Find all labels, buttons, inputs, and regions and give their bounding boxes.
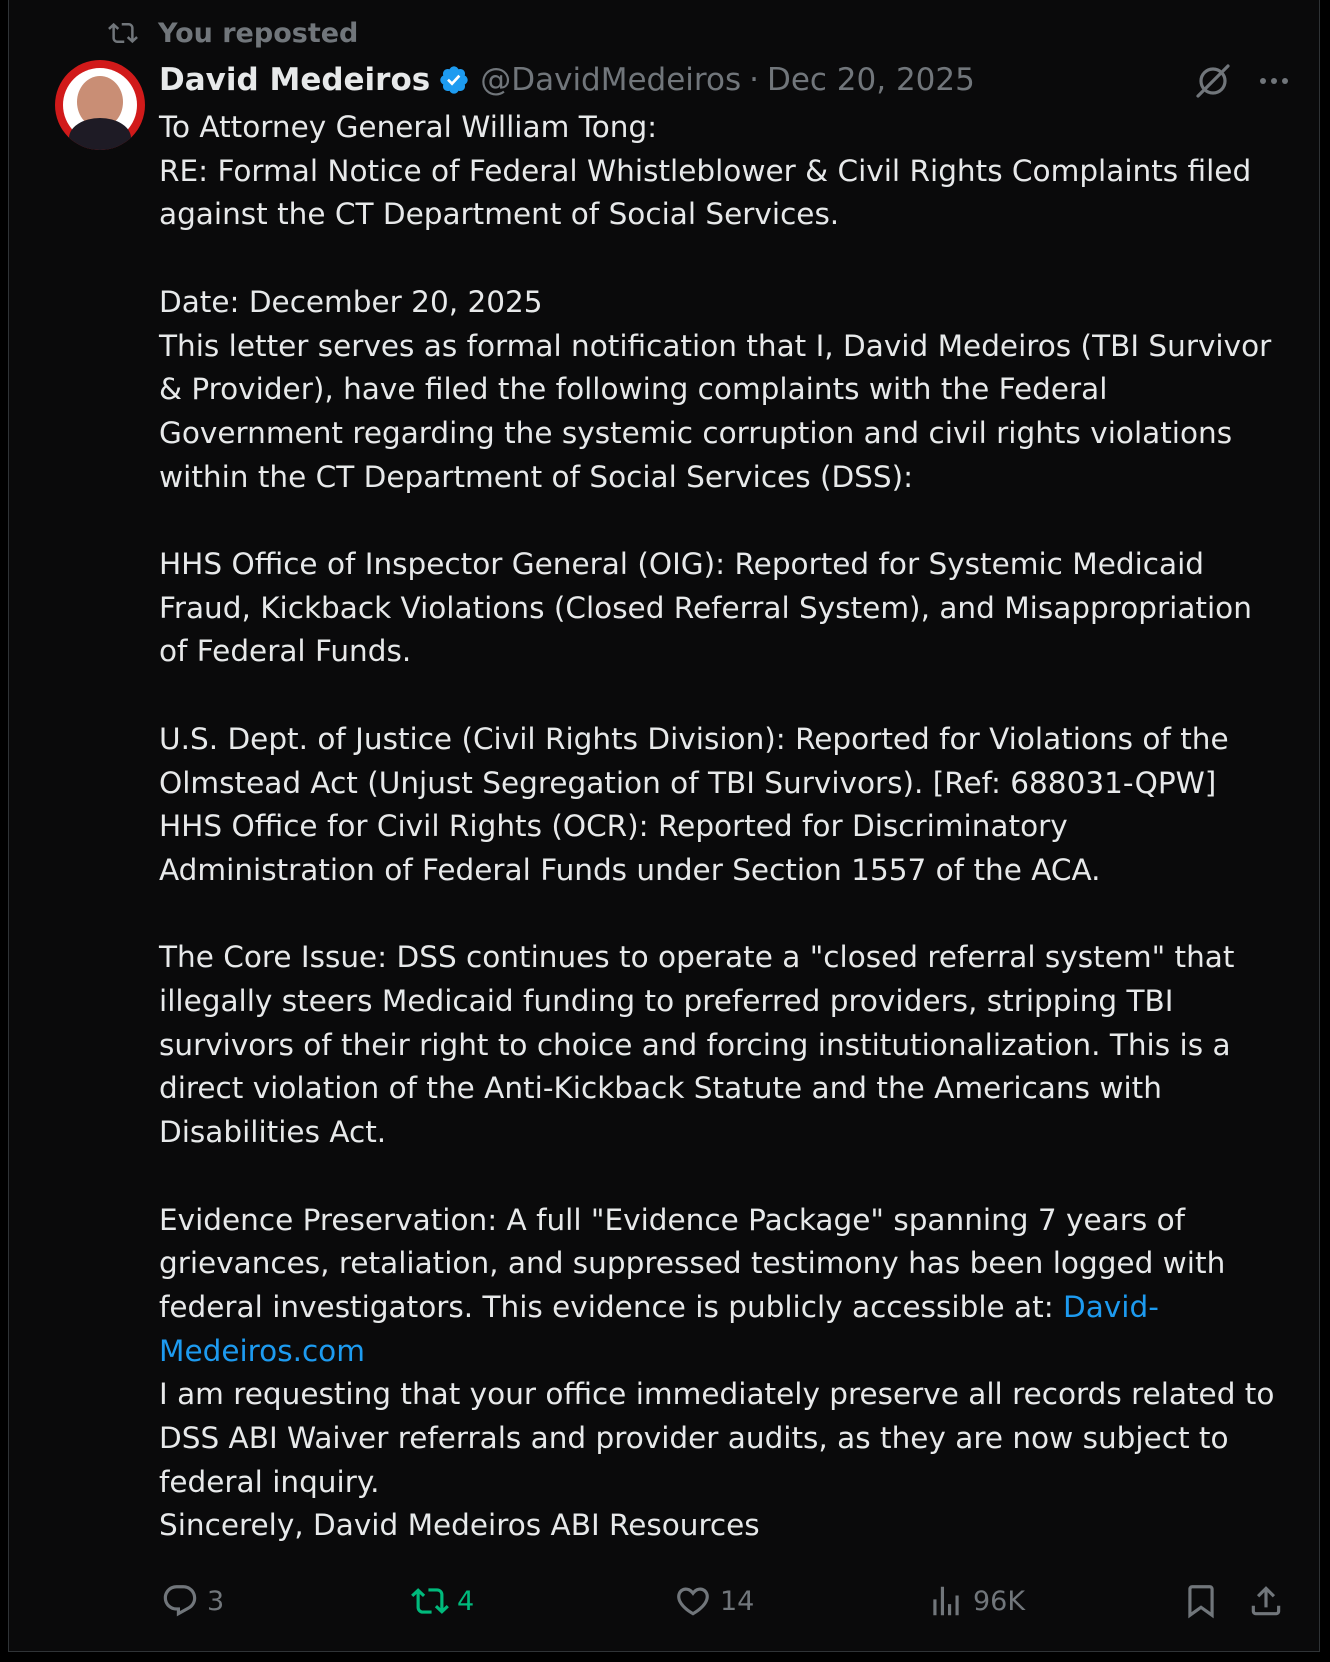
- paragraph-signature: Sincerely, David Medeiros ABI Resources: [159, 1508, 760, 1543]
- repost-icon: [106, 18, 140, 48]
- tweet-header: [159, 58, 975, 102]
- views-icon: [927, 1582, 965, 1620]
- reply-icon: [161, 1582, 199, 1620]
- heart-icon: [674, 1582, 712, 1620]
- paragraph-notification: This letter serves as formal notification that I, David Medeiros (TBI Survivor & Provider), have filed the following complaints with the Federal Government regarding the systemic corruption and civil rights violations within the CT Department of Social Services (DSS):: [159, 328, 1272, 494]
- evidence-link[interactable]: David-Medeiros.com: [159, 1289, 1159, 1368]
- grok-icon[interactable]: [1192, 60, 1234, 102]
- post-date[interactable]: Dec 20, 2025: [766, 62, 975, 98]
- paragraph-hhs-oig: HHS Office of Inspector General (OIG): Reported for Systemic Medicaid Fraud, Kickback Violations (Closed Referral System), and Misappropriation of Federal Funds.: [159, 547, 1252, 669]
- paragraph-evidence: [159, 1199, 1289, 1374]
- paragraph-salutation: To Attorney General William Tong:: [159, 110, 658, 144]
- like-count: 14: [720, 1585, 755, 1617]
- more-icon[interactable]: [1253, 60, 1295, 102]
- bookmark-button[interactable]: [1182, 1578, 1228, 1624]
- view-count: 96K: [973, 1585, 1026, 1617]
- repost-button[interactable]: [411, 1578, 474, 1624]
- verified-badge-icon[interactable]: [438, 64, 470, 96]
- evidence-text: Evidence Preservation: A full "Evidence Package" spanning 7 years of grievances, retaliation, and suppressed testimony has been logged with federal investigators. This evidence is publicly accessible at:: [159, 1202, 1226, 1324]
- repost-count: 4: [457, 1585, 475, 1617]
- repost-icon: [411, 1582, 449, 1620]
- paragraph-date: Date: December 20, 2025: [159, 284, 543, 319]
- paragraph-core-issue: The Core Issue: DSS continues to operate a "closed referral system" that illegally steers Medicaid funding to preferred providers, stripping TBI survivors of their right to choice and forcing institutionalization. This is a direct violation of the Anti-Kickback Statute and the Americans with Disabilities Act.: [159, 940, 1235, 1150]
- bookmark-icon: [1182, 1582, 1220, 1620]
- repost-notice-text: You reposted: [158, 17, 359, 49]
- author-name[interactable]: David Medeiros: [159, 62, 431, 98]
- paragraph-subject: RE: Formal Notice of Federal Whistleblower & Civil Rights Complaints filed against the CT Department of Social Services.: [159, 153, 1252, 232]
- reply-count: 3: [207, 1585, 225, 1617]
- paragraph-hhs-ocr: HHS Office for Civil Rights (OCR): Reported for Discriminatory Administration of Federal Funds under Section 1557 of the ACA.: [159, 809, 1101, 887]
- avatar[interactable]: [55, 60, 145, 150]
- paragraph-request: I am requesting that your office immediately preserve all records related to DSS ABI Waiver referrals and provider audits, as they are now subject to federal inquiry.: [159, 1377, 1275, 1499]
- tweet-text: [159, 106, 1289, 1548]
- paragraph-doj: U.S. Dept. of Justice (Civil Rights Division): Reported for Violations of the Olmstead Act (Unjust Segregation of TBI Survivors). [Ref: 688031-QPW]: [159, 721, 1229, 800]
- action-bar: [159, 1578, 1299, 1624]
- share-button[interactable]: [1247, 1578, 1293, 1624]
- share-icon: [1247, 1582, 1285, 1620]
- repost-notice: [106, 17, 358, 49]
- reply-button[interactable]: [161, 1578, 224, 1624]
- tweet-card[interactable]: [8, 0, 1320, 1652]
- author-handle[interactable]: @DavidMedeiros: [480, 62, 742, 98]
- separator: ·: [749, 62, 759, 98]
- like-button[interactable]: [674, 1578, 754, 1624]
- views-button[interactable]: [927, 1578, 1025, 1624]
